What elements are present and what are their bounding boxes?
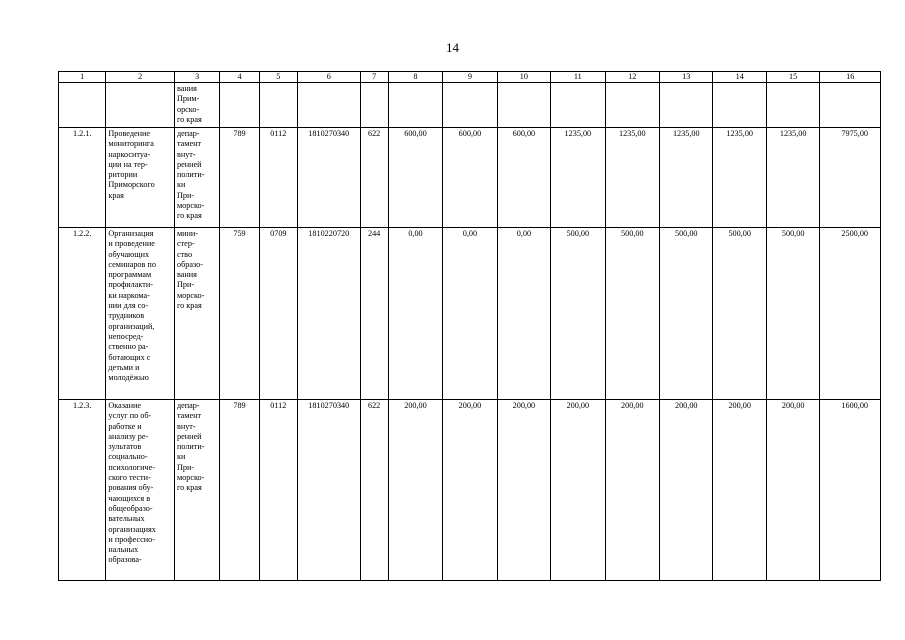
cell-col6: 1810220720 [297,228,360,400]
cell-col4: 789 [220,128,259,228]
header-cell: 6 [297,72,360,83]
cell-col15: 1235,00 [766,128,819,228]
header-cell: 13 [660,72,713,83]
table-row [59,400,881,581]
header-row [59,72,881,83]
cell-col15: 200,00 [766,400,819,581]
header-cell: 1 [59,72,106,83]
header-cell: 12 [605,72,659,83]
activity-name: Проведение мониторинга наркоситуа- ции на тер- ритории Приморского края [106,128,175,228]
header-cell: 11 [551,72,605,83]
responsible-body: депар- тамент внут- ренней полити- ки При- морско- го края [174,400,219,581]
item-number [59,83,106,128]
activity-name: Организация и проведение обучающих семинаров по программам профилакти- ки наркома- нии для со- трудников организаций, непосред- ственно ра- ботающих с детьми и молодёжью [106,228,175,400]
cell-col4: 789 [220,400,259,581]
cell-col14: 1235,00 [713,128,766,228]
cell-col8 [388,83,442,128]
cell-col8: 200,00 [388,400,442,581]
header-cell: 3 [174,72,219,83]
header-cell: 7 [360,72,388,83]
cell-col9 [443,83,497,128]
item-number: 1.2.2. [59,228,106,400]
header-cell: 15 [766,72,819,83]
item-number: 1.2.3. [59,400,106,581]
cell-col9: 0,00 [443,228,497,400]
cell-col11 [551,83,605,128]
header-cell: 4 [220,72,259,83]
cell-col11: 200,00 [551,400,605,581]
header-cell: 16 [820,72,881,83]
activity-name [106,83,175,128]
cell-total: 7975,00 [820,128,881,228]
cell-col5 [259,83,297,128]
cell-col12: 200,00 [605,400,659,581]
cell-col11: 1235,00 [551,128,605,228]
responsible-body: мини- стер- ство образо- вания При- морско- го края [174,228,219,400]
cell-col11: 500,00 [551,228,605,400]
header-cell: 9 [443,72,497,83]
cell-col15: 500,00 [766,228,819,400]
page-number: 14 [446,40,459,55]
header-cell: 8 [388,72,442,83]
cell-col5: 0112 [259,400,297,581]
cell-col14 [713,83,766,128]
cell-col4: 759 [220,228,259,400]
item-number: 1.2.1. [59,128,106,228]
table-row [59,228,881,400]
cell-col12: 500,00 [605,228,659,400]
cell-col10 [497,83,550,128]
cell-col6 [297,83,360,128]
cell-col7: 244 [360,228,388,400]
cell-col10: 0,00 [497,228,550,400]
cell-col4 [220,83,259,128]
cell-col13 [660,83,713,128]
cell-total [820,83,881,128]
cell-col15 [766,83,819,128]
activity-name: Оказание услуг по об- работке и анализу ре- зультатов социально- психологиче- ского тести- рования обу- чающихся в общеобразо- вательных организациях и профессио- нальных образова- [106,400,175,581]
cell-col8: 0,00 [388,228,442,400]
header-cell: 2 [106,72,175,83]
cell-col8: 600,00 [388,128,442,228]
header-cell: 10 [497,72,550,83]
table-row [59,83,881,128]
cell-col13: 500,00 [660,228,713,400]
cell-total: 1600,00 [820,400,881,581]
header-cell: 5 [259,72,297,83]
cell-col6: 1810270340 [297,128,360,228]
cell-col7: 622 [360,128,388,228]
cell-col5: 0709 [259,228,297,400]
budget-table [58,71,881,581]
cell-col7: 622 [360,400,388,581]
cell-col13: 1235,00 [660,128,713,228]
cell-col10: 600,00 [497,128,550,228]
cell-col14: 500,00 [713,228,766,400]
responsible-body: депар- тамент внут- ренней полити- ки При- морско- го края [174,128,219,228]
cell-col12: 1235,00 [605,128,659,228]
responsible-body: вания Прим- орско- го края [174,83,219,128]
cell-col12 [605,83,659,128]
cell-col7 [360,83,388,128]
cell-total: 2500,00 [820,228,881,400]
cell-col14: 200,00 [713,400,766,581]
table-row [59,128,881,228]
cell-col9: 200,00 [443,400,497,581]
header-cell: 14 [713,72,766,83]
cell-col9: 600,00 [443,128,497,228]
cell-col10: 200,00 [497,400,550,581]
cell-col13: 200,00 [660,400,713,581]
cell-col6: 1810270340 [297,400,360,581]
cell-col5: 0112 [259,128,297,228]
